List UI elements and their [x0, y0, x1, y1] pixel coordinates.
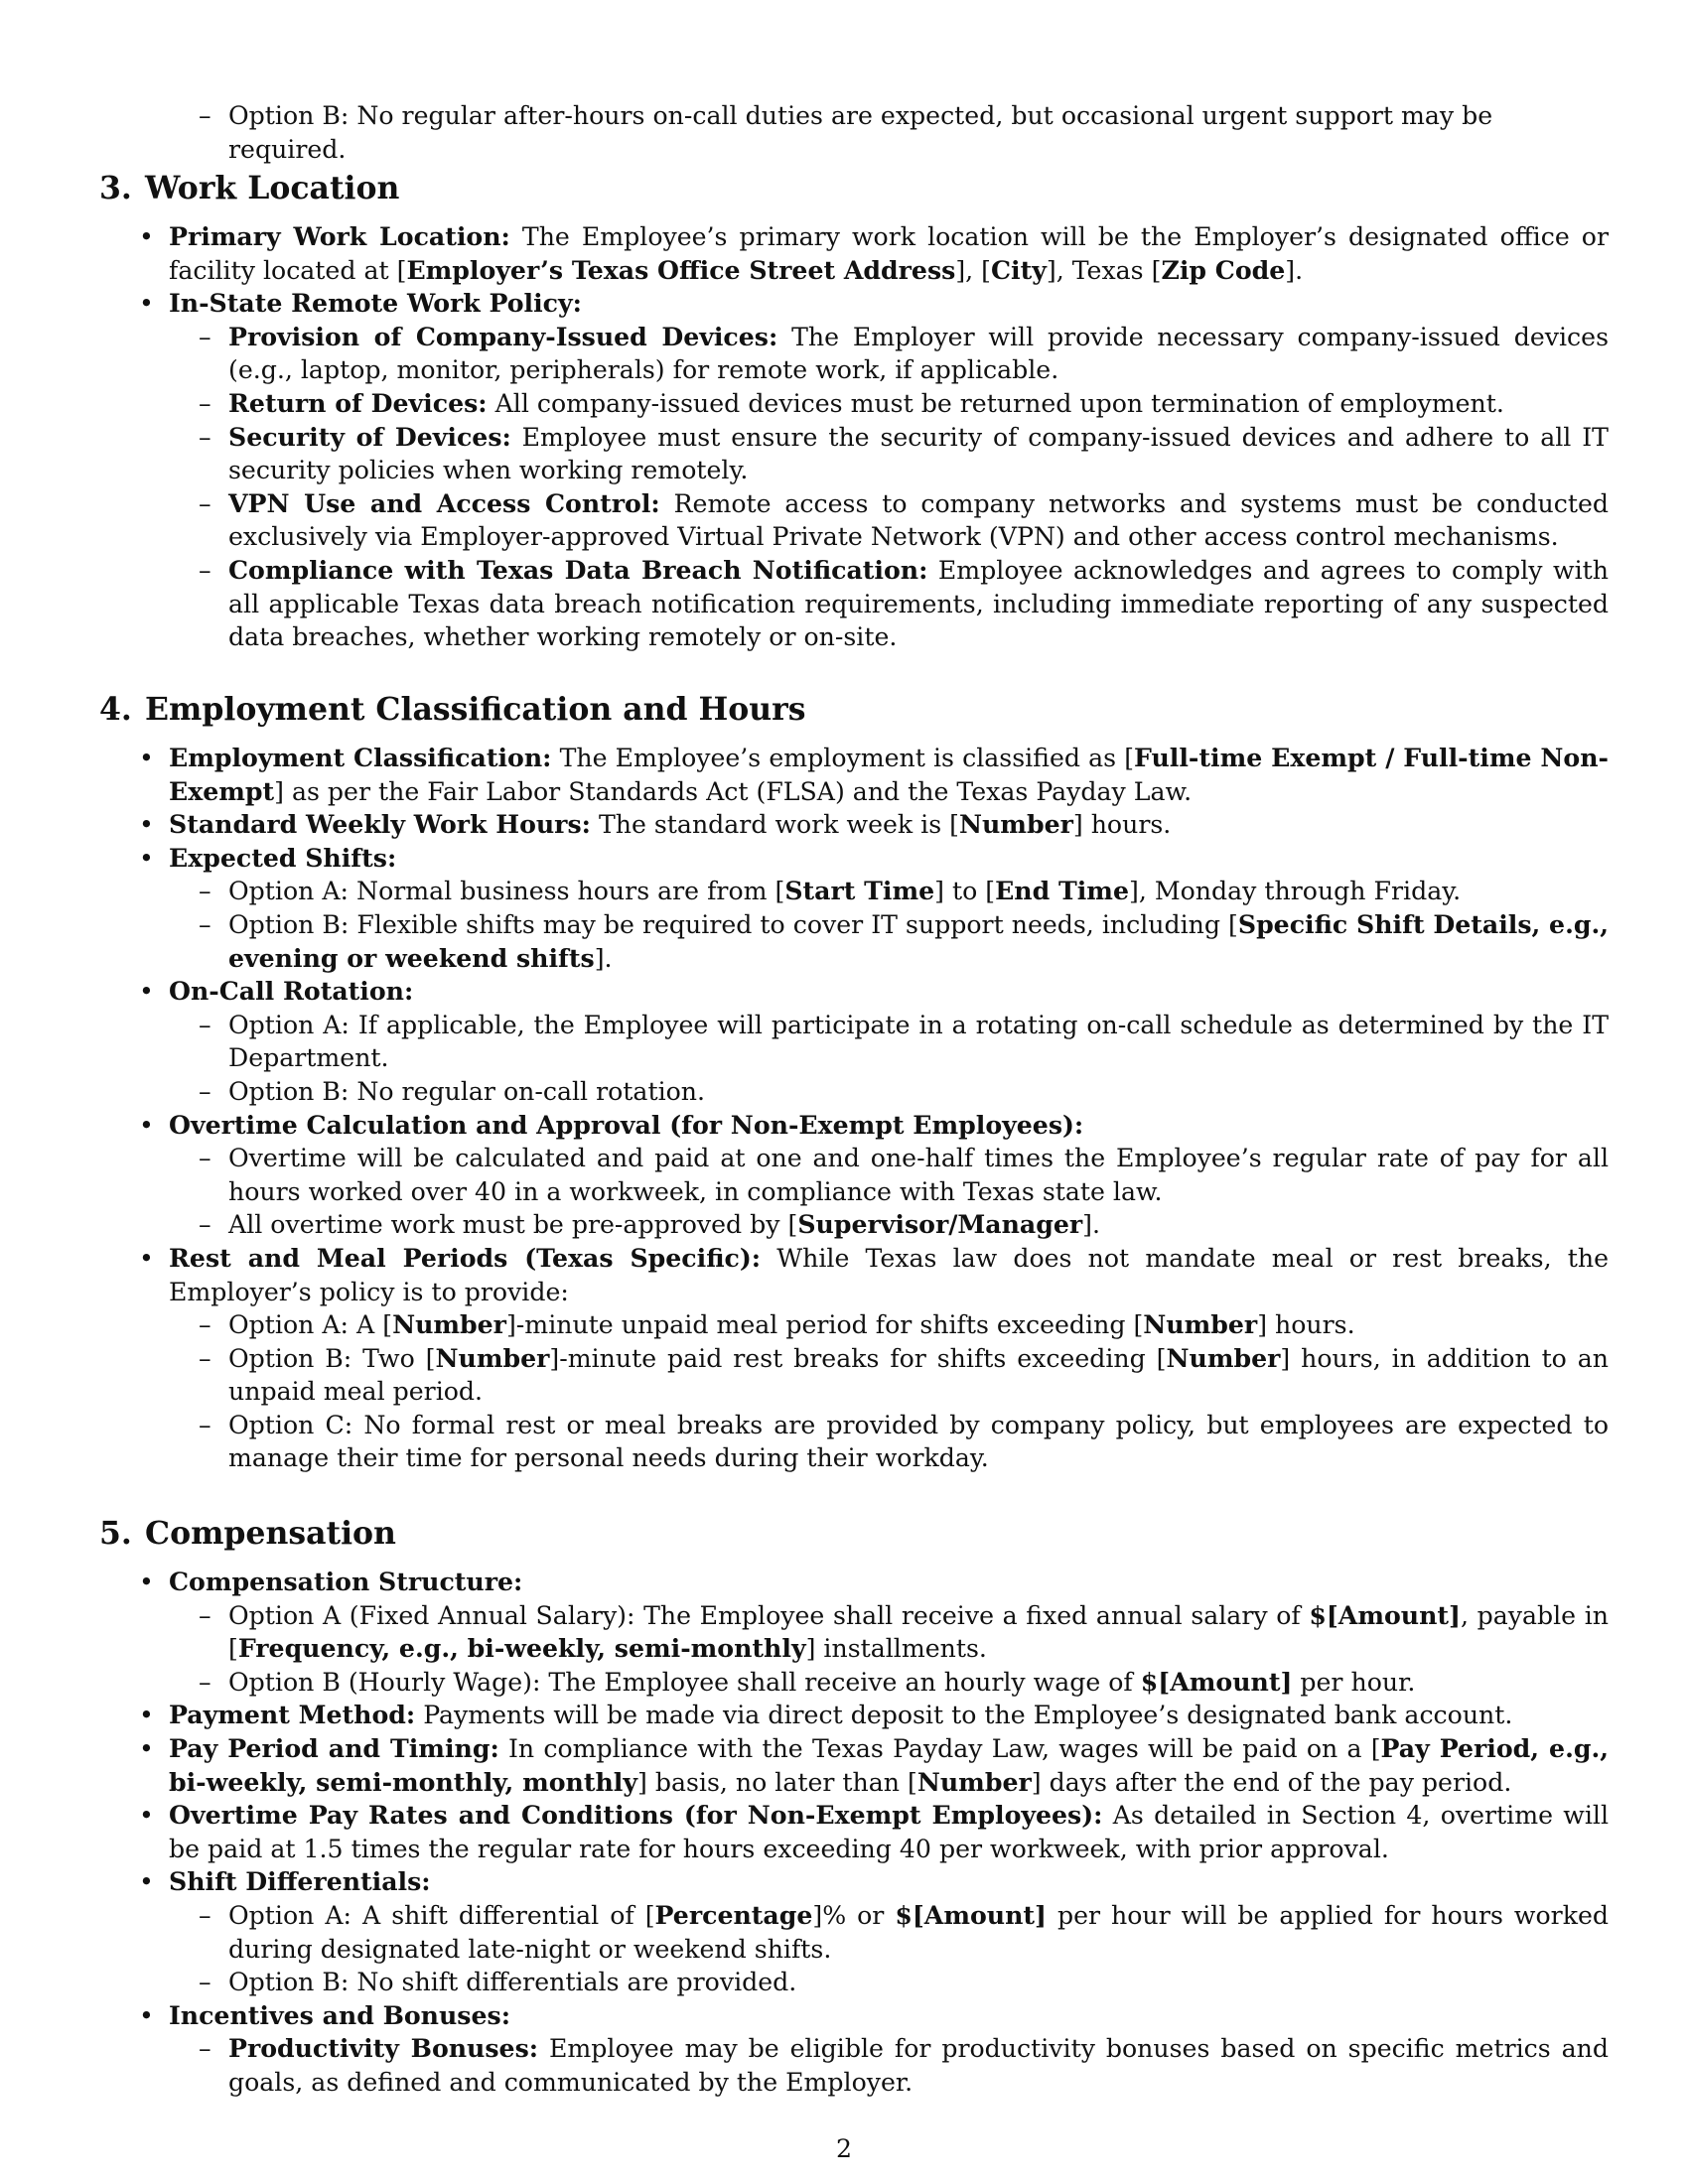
sub-list-item [169, 1308, 1609, 1342]
sub-list [169, 321, 1609, 654]
item-text: The Employee’s primary work location will be the Employer’s designated office or facility located at [ [169, 222, 1609, 285]
section-compensation [99, 1514, 1609, 2100]
placeholder-field: Start Time [784, 876, 935, 906]
section-heading [99, 169, 1609, 208]
item-label: Provision of Company-Issued Devices: [228, 321, 778, 351]
sub-list-item [169, 1208, 1609, 1242]
item-text: ]. [1285, 255, 1304, 285]
item-label: Rest and Meal Periods (Texas Specific): [169, 1242, 762, 1273]
placeholder-field: Percentage [654, 1899, 813, 1930]
item-text: ], Texas [ [1046, 255, 1162, 285]
placeholder-field: Number [1143, 1309, 1258, 1340]
item-text: Option A: A [ [228, 1310, 393, 1340]
item-text: Remote access to company networks and systems must be conducted exclusively via Employer-approved Virtual Private Network (VPN) and other access control mechanisms. [228, 488, 1610, 552]
placeholder-field: Specific Shift Details, e.g., evening or weekend shifts [228, 908, 1610, 973]
section-number: 5. [99, 1515, 132, 1552]
bullet-list [99, 742, 1609, 1475]
item-text: While Texas law does not mandate meal or rest breaks, the Employer’s policy is to provide: [169, 1243, 1610, 1306]
item-text: ] hours. [1257, 1310, 1355, 1340]
list-item [99, 1999, 1609, 2100]
item-text: Employee acknowledges and agrees to comply with all applicable Texas data breach notification requirements, including immediate reporting of any suspected data breaches, whether working remotely or on-site. [228, 555, 1609, 652]
sub-list-item [169, 487, 1609, 554]
placeholder-field: Employer’s Texas Office Street Address [406, 254, 956, 285]
list-item [99, 220, 1609, 287]
item-text: Option B: Two [ [228, 1343, 436, 1373]
bullet-list [99, 220, 1609, 654]
item-label: Standard Weekly Work Hours: [169, 809, 591, 840]
item-text: per hour. [1292, 1667, 1416, 1697]
item-label: Incentives and Bonuses: [169, 1999, 510, 2030]
item-text: ]. [594, 943, 613, 973]
item-label: Compensation Structure: [169, 1567, 523, 1596]
sub-list [169, 1308, 1609, 1475]
item-text: per hour will be applied for hours worked during designated late-night or weekend shifts. [228, 1900, 1609, 1964]
sub-list-item [169, 2032, 1609, 2099]
list-item [99, 287, 1609, 654]
sub-list-item [169, 1666, 1609, 1700]
item-label: Employment Classification: [169, 743, 552, 772]
section-number: 3. [99, 170, 132, 206]
item-text: ], Monday through Friday. [1129, 877, 1462, 906]
placeholder-field: Pay Period, e.g., bi-weekly, semi-monthly, monthly [169, 1732, 1609, 1797]
list-item [99, 1242, 1609, 1475]
continued-list-item [199, 99, 1589, 166]
item-label: Security of Devices: [228, 421, 511, 452]
continued-item-text: Option B: No regular after-hours on-call duties are expected, but occasional urgent support may be required. [228, 101, 1493, 164]
item-text: Option A (Fixed Annual Salary): The Employee shall receive a fixed annual salary of [228, 1600, 1310, 1630]
item-label: Pay Period and Timing: [169, 1732, 499, 1763]
item-text: ] as per the Fair Labor Standards Act (FLSA) and the Texas Payday Law. [274, 776, 1193, 806]
item-label: Expected Shifts: [169, 842, 397, 873]
placeholder-field: Frequency, e.g., bi-weekly, semi-monthly [237, 1633, 806, 1664]
sub-list-item [169, 321, 1609, 387]
dash-marker: – [199, 101, 211, 130]
item-text: ] days after the end of the pay period. [1031, 1767, 1512, 1797]
item-label: In-State Remote Work Policy: [169, 288, 582, 319]
placeholder-field: Supervisor/Manager [797, 1209, 1083, 1240]
section-title: Work Location [145, 170, 400, 206]
item-label: VPN Use and Access Control: [228, 487, 660, 518]
item-text: Option B: Flexible shifts may be required to cover IT support needs, including [ [228, 909, 1238, 939]
placeholder-field: $[Amount] [1140, 1666, 1293, 1697]
item-text: Employee may be eligible for productivity bonuses based on specific metrics and goals, as defined and communicated by the Employer. [228, 2034, 1609, 2097]
item-text: All company-issued devices must be returned upon termination of employment. [487, 388, 1504, 418]
item-label: Productivity Bonuses: [228, 2033, 539, 2064]
section-title: Employment Classification and Hours [145, 691, 806, 728]
item-text: , payable in [ [228, 1600, 1609, 1664]
item-text: ] hours. [1072, 810, 1172, 840]
item-text: ]-minute unpaid meal period for shifts exceeding [ [505, 1310, 1144, 1340]
bullet-list [99, 1566, 1609, 2100]
placeholder-field: Number [435, 1342, 550, 1373]
item-text: All overtime work must be pre-approved by [ [228, 1210, 798, 1240]
list-item [99, 1799, 1609, 1865]
item-text: Option B (Hourly Wage): The Employee shall receive an hourly wage of [228, 1667, 1141, 1697]
section-heading [99, 1514, 1609, 1554]
item-label: Shift Differentials: [169, 1866, 431, 1897]
sub-list-item [169, 1599, 1609, 1666]
item-text: Payments will be made via direct deposit to the Employee’s designated bank account. [415, 1701, 1513, 1730]
section-work-location [99, 169, 1609, 654]
section-title: Compensation [145, 1515, 396, 1552]
section-heading [99, 690, 1609, 730]
list-item [99, 975, 1609, 1108]
item-text: ]% or [812, 1900, 896, 1930]
item-text: ] to [ [934, 877, 996, 906]
sub-list-item: – Option B: No regular on-call rotation. [169, 1075, 1609, 1109]
sub-list-item: – Overtime will be calculated and paid at one and one-half times the Employee’s regular rate of pay for all hours worked over 40 in a workweek, in compliance with Texas state law. [169, 1142, 1609, 1208]
list-item [99, 1566, 1609, 1699]
sub-list-item: – Option A: If applicable, the Employee will participate in a rotating on-call schedule as determined by the IT Department. [169, 1009, 1609, 1075]
item-text: ] installments. [805, 1634, 987, 1664]
list-item [99, 1732, 1609, 1799]
sub-list-item [169, 421, 1609, 487]
list-item [99, 842, 1609, 975]
sub-list-item [169, 875, 1609, 908]
placeholder-field: End Time [995, 876, 1129, 906]
list-item [99, 742, 1609, 808]
sub-list [169, 1142, 1609, 1242]
placeholder-field: Number [958, 809, 1073, 840]
sub-list [169, 875, 1609, 975]
item-text: Option A: Normal business hours are from [ [228, 877, 785, 906]
sub-list-item [169, 908, 1609, 975]
sub-list [169, 1899, 1609, 1999]
section-number: 4. [99, 691, 132, 728]
placeholder-field: City [990, 254, 1047, 285]
placeholder-field: Number [916, 1766, 1032, 1797]
sub-list-item [169, 554, 1609, 654]
item-label: Overtime Calculation and Approval (for Non-Exempt Employees): [169, 1109, 1084, 1140]
list-item [99, 1699, 1609, 1732]
item-text: In compliance with the Texas Payday Law, wages will be paid on a [ [498, 1733, 1381, 1763]
item-text: The Employer will provide necessary company-issued devices (e.g., laptop, monitor, peripherals) for remote work, if applicable. [228, 322, 1610, 385]
item-text: ], [ [955, 255, 991, 285]
sub-list-item: – Option B: No shift differentials are provided. [169, 1966, 1609, 1999]
page-number: 2 [835, 2134, 853, 2163]
item-text: ] basis, no later than [ [636, 1767, 917, 1797]
item-label: On-Call Rotation: [169, 976, 414, 1007]
item-text: As detailed in Section 4, overtime will be paid at 1.5 times the regular rate for hours exceeding 40 per workweek, with prior approval. [169, 1801, 1610, 1863]
placeholder-field: $[Amount] [1309, 1599, 1461, 1630]
item-label: Return of Devices: [228, 387, 488, 418]
sub-list-item [169, 1342, 1609, 1409]
item-label: Primary Work Location: [169, 221, 510, 251]
item-text: Option A: A shift differential of [ [228, 1900, 655, 1930]
sub-list [169, 1009, 1609, 1109]
item-text: The standard work week is [ [590, 810, 959, 840]
item-text: Employee must ensure the security of company-issued devices and adhere to all IT security policies when working remotely. [228, 422, 1609, 485]
item-label: Payment Method: [169, 1700, 416, 1730]
list-item [99, 1865, 1609, 1998]
placeholder-field: Zip Code [1161, 254, 1286, 285]
sub-list-item: – Option C: No formal rest or meal breaks are provided by company policy, but employees are expected to manage their time for personal needs during their workday. [169, 1409, 1609, 1475]
item-text: ]-minute paid rest breaks for shifts exceeding [ [549, 1343, 1167, 1373]
section-employment-classification [99, 690, 1609, 1475]
sub-list [169, 2032, 1609, 2099]
item-text: ] hours, in addition to an unpaid meal period. [228, 1343, 1609, 1407]
placeholder-field: $[Amount] [895, 1899, 1047, 1930]
item-text: The Employee’s employment is classified as [ [551, 744, 1135, 772]
placeholder-field: Full-time Exempt / Full-time Non-Exempt [169, 743, 1609, 806]
item-label: Overtime Pay Rates and Conditions (for Non-Exempt Employees): [169, 1800, 1103, 1831]
placeholder-field: Number [392, 1309, 506, 1340]
list-item [99, 1109, 1609, 1242]
list-item [99, 808, 1609, 842]
sub-list-item [169, 387, 1609, 421]
sub-list [169, 1599, 1609, 1700]
item-text: ]. [1082, 1210, 1101, 1240]
item-label: Compliance with Texas Data Breach Notification: [228, 554, 928, 585]
placeholder-field: Number [1166, 1342, 1281, 1373]
sub-list-item [169, 1899, 1609, 1966]
